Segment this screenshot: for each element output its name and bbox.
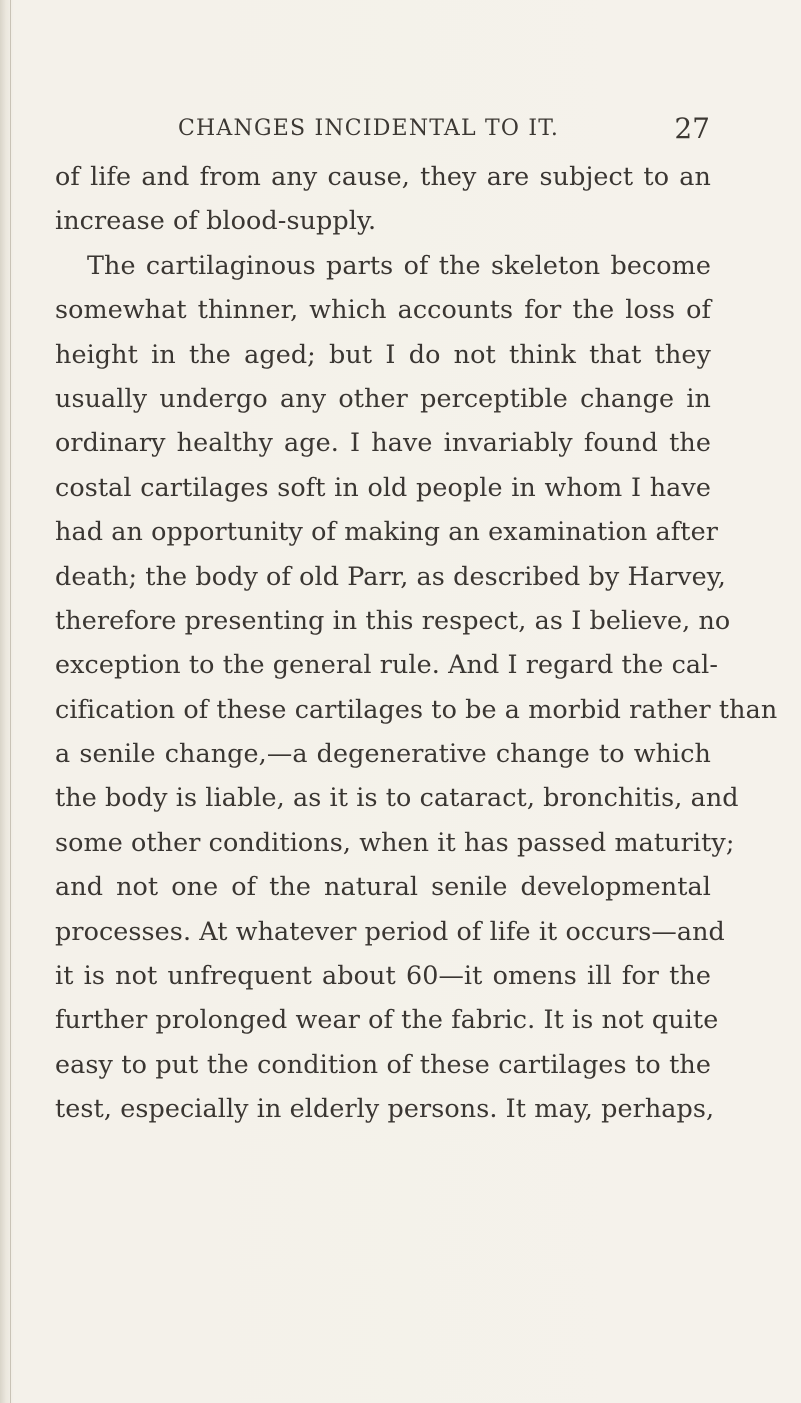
text-line: increase of blood-supply. — [55, 205, 377, 236]
text-line: the body is liable, as it is to cataract, bronchitis, and — [55, 782, 739, 813]
text-line: height in the aged; but I do not think that they — [55, 338, 711, 369]
text-line: test, especially in elderly persons. It may, perhaps, — [55, 1093, 715, 1124]
text-line: ordinary healthy age. I have invariably found the — [55, 427, 711, 458]
text-line: some other conditions, when it has passed maturity; — [55, 826, 735, 857]
page-number: 27 — [674, 112, 710, 145]
running-head — [150, 112, 710, 148]
text-line: and not one of the natural senile developmental — [55, 871, 711, 902]
text-line: of life and from any cause, they are subject to an — [55, 161, 711, 191]
text-line: exception to the general rule. And I regard the cal- — [55, 649, 719, 680]
text-line: had an opportunity of making an examination after — [55, 516, 718, 547]
text-line: costal cartilages soft in old people in whom I have — [55, 471, 711, 502]
text-line: therefore presenting in this respect, as I believe, no — [55, 604, 731, 635]
text-line: a senile change,—a degenerative change to which — [55, 738, 711, 769]
body-text — [55, 154, 778, 1131]
binding-gutter — [10, 0, 11, 1403]
running-title: CHANGES INCIDENTAL TO IT. — [178, 116, 560, 141]
text-line: easy to put the condition of these cartilages to the — [55, 1048, 711, 1079]
text-line: cification of these cartilages to be a morbid rather than — [55, 693, 778, 724]
text-line: somewhat thinner, which accounts for the loss of — [55, 294, 711, 325]
text-line: further prolonged wear of the fabric. It is not quite — [55, 1004, 719, 1035]
text-line: usually undergo any other perceptible change in — [55, 382, 711, 413]
text-line: death; the body of old Parr, as described by Harvey, — [55, 560, 726, 591]
paragraph-start-line: The cartilaginous parts of the skeleton become — [87, 249, 711, 280]
text-line: processes. At whatever period of life it occurs—and — [55, 915, 725, 946]
text-line: it is not unfrequent about 60—it omens ill for the — [55, 960, 711, 991]
